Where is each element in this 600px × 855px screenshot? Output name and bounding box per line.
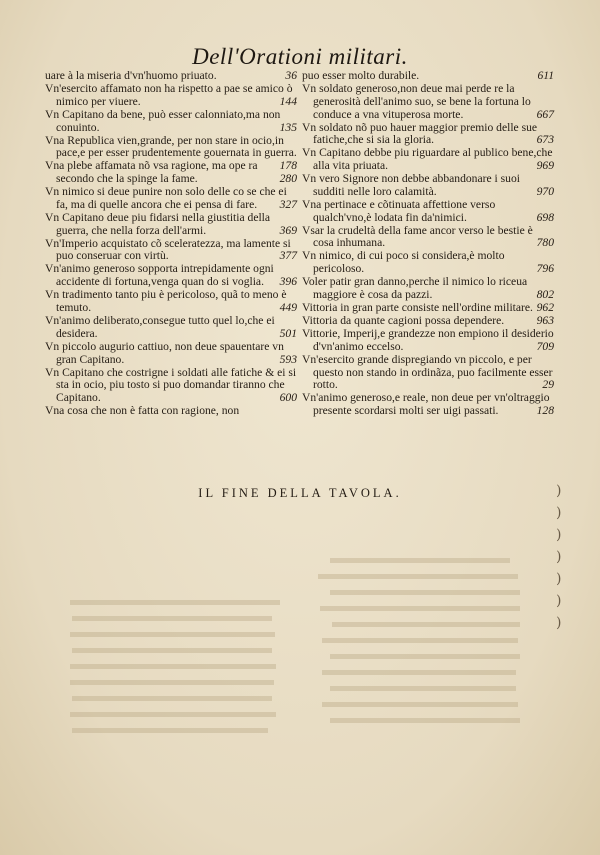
entry-text: Vn soldato generoso,non deue mai perde re la generosità dell'animo suo, se bene la fortuna lo conduce a vna vituperosa morte. — [302, 81, 531, 121]
page-number: 611 — [537, 69, 554, 82]
page-number: 969 — [536, 159, 554, 173]
entry-text: Vn Capitano debbe piu riguardare al publico bene,che alla vita priuata. — [302, 146, 553, 173]
entry-text: Vna cosa che non è fatta con ragione, non — [45, 404, 240, 418]
index-entry — [45, 289, 297, 315]
index-entry — [302, 173, 554, 199]
page-number: 796 — [536, 262, 554, 276]
entry-text: Vn'animo deliberato,consegue tutto quel lo,che ei desidera. — [45, 314, 275, 340]
page-number: 970 — [536, 184, 554, 198]
index-entry — [45, 315, 297, 341]
entry-text: Vn nimico si deue punire non solo delle co se che ei fa, ma di quelle ancora che ei pensa di fare. — [45, 185, 287, 211]
index-entry — [302, 83, 554, 121]
page-number: 128 — [536, 404, 554, 418]
entry-text: Vittoria in gran parte consiste nell'ordine militare. — [302, 301, 533, 315]
index-entry — [45, 405, 297, 418]
index-entry — [45, 83, 297, 109]
index-entry — [45, 70, 297, 83]
entry-text: Vn'esercito grande dispregiando vn piccolo, e per questo non stando in ordinãza, puo facilmente esser rotto. — [302, 352, 553, 392]
index-entry — [45, 367, 297, 405]
page-number: 673 — [536, 133, 554, 147]
entry-text: Vn tradimento tanto piu è pericoloso, quã to meno è temuto. — [45, 288, 287, 315]
page-number: 600 — [279, 391, 297, 405]
index-entry — [302, 392, 554, 418]
index-entry — [302, 328, 554, 354]
page-number: 29 — [542, 378, 554, 392]
entry-text: Vn'animo generoso,e reale, non deue per vn'oltraggio presente scordarsi molti ser uigi passati. — [302, 391, 550, 418]
page-number: 178 — [279, 159, 297, 173]
entry-text: uare à la miseria d'vn'huomo priuato. — [45, 69, 217, 82]
entry-text: Vittorie, Imperij,e grandezze non empiono il desiderio d'vn'animo eccelso. — [302, 327, 554, 353]
page-number: 802 — [536, 288, 554, 302]
index-entry — [45, 109, 297, 135]
page-number: 327 — [279, 197, 297, 211]
page-number: 593 — [279, 352, 297, 366]
entry-text: Vn soldato nõ puo hauer maggior premio delle sue fatiche,che si sia la gloria. — [302, 120, 538, 147]
margin-mark: ) — [556, 571, 562, 587]
margin-mark: ) — [556, 549, 562, 565]
entry-text: Vn'esercito affamato non ha rispetto a pae se amico ò nimico per viuere. — [45, 81, 293, 108]
margin-mark: ) — [556, 593, 562, 609]
entry-text: Vna pertinace e cõtinuata affettione verso qualch'vno,è lodata fin da'nimici. — [302, 197, 496, 224]
index-entry — [45, 341, 297, 367]
page-number: 962 — [536, 301, 554, 315]
index-entry — [45, 186, 297, 212]
margin-mark: ) — [556, 527, 562, 543]
index-entry — [302, 225, 554, 251]
entry-text: Vn Capitano da bene, può esser calonniato,ma non conuinto. — [45, 107, 281, 134]
page-number: 709 — [536, 339, 554, 353]
entry-text: Vsar la crudeltà della fame ancor verso le bestie è cosa inhumana. — [302, 223, 533, 250]
page-number: 780 — [536, 236, 554, 250]
entry-text: Vna Republica vien,grande, per non stare in ocio,in pace,e per esser prudentemente gouernata in guerra. — [45, 133, 297, 160]
entry-text: Vn piccolo augurio cattiuo, non deue spauentare vn gran Capitano. — [45, 339, 284, 366]
page-number: 144 — [279, 94, 297, 108]
index-entry — [45, 263, 297, 289]
index-entry — [45, 238, 297, 264]
page-number: 667 — [536, 107, 554, 121]
index-entry — [302, 199, 554, 225]
entry-text: Vn nimico, di cui poco si considera,è molto pericoloso. — [302, 249, 505, 276]
index-entry — [302, 70, 554, 83]
page-number: 396 — [279, 275, 297, 289]
index-entry — [45, 212, 297, 238]
page-number: 135 — [279, 120, 297, 134]
index-entry — [302, 315, 554, 328]
index-entry — [302, 147, 554, 173]
entry-text: Vn Capitano che costrigne i soldati alle fatiche & ei si sta in ocio, piu tosto si puo domandar tiranno che Capitano. — [45, 365, 297, 405]
entry-text: Vna plebe affamata nõ vsa ragione, ma ope ra secondo che la spinge la fame. — [45, 159, 258, 186]
end-of-table-line: IL FINE DELLA TAVOLA. — [198, 486, 402, 500]
entry-text: Vittoria da quante cagioni possa dependere. — [302, 314, 505, 328]
margin-mark: ) — [556, 505, 562, 521]
margin-mark: ) — [556, 615, 562, 631]
margin-mark: ) — [556, 483, 562, 499]
index-entry — [45, 160, 297, 186]
entry-text: Vn Capitano deue piu fidarsi nella giustitia della guerra, che nella forza dell'armi. — [45, 210, 271, 237]
index-entry — [302, 354, 554, 392]
index-entry — [302, 302, 554, 315]
page-number: 280 — [279, 172, 297, 186]
index-entry — [302, 250, 554, 276]
entry-text: Vn'animo generoso sopporta intrepidamente ogni accidente di fortuna,venga quan do si voglia. — [45, 262, 274, 289]
entry-text: Vn vero Signore non debbe abbandonare i suoi sudditi nelle loro calamità. — [302, 172, 520, 198]
index-entry — [302, 122, 554, 148]
page-number: 501 — [279, 326, 297, 340]
margin-marks — [556, 480, 576, 634]
entry-text: Vn'Imperio acquistato cõ sceleratezza, ma lamente si puo conseruar con virtù. — [45, 236, 291, 263]
page-number: 369 — [279, 223, 297, 237]
running-header: Dell'Orationi militari. — [192, 44, 408, 69]
index-column-left — [45, 70, 297, 418]
page-number: 377 — [279, 249, 297, 263]
page-number: 449 — [279, 301, 297, 315]
index-column-right — [302, 70, 554, 418]
entry-text: Voler patir gran danno,perche il nimico lo riceua maggiore è cosa da pazzi. — [302, 275, 528, 302]
entry-text: puo esser molto durabile. — [302, 69, 420, 82]
page-number: 698 — [536, 210, 554, 224]
page-number: 36 — [285, 69, 297, 82]
index-entry — [302, 276, 554, 302]
page-number: 963 — [536, 314, 554, 328]
